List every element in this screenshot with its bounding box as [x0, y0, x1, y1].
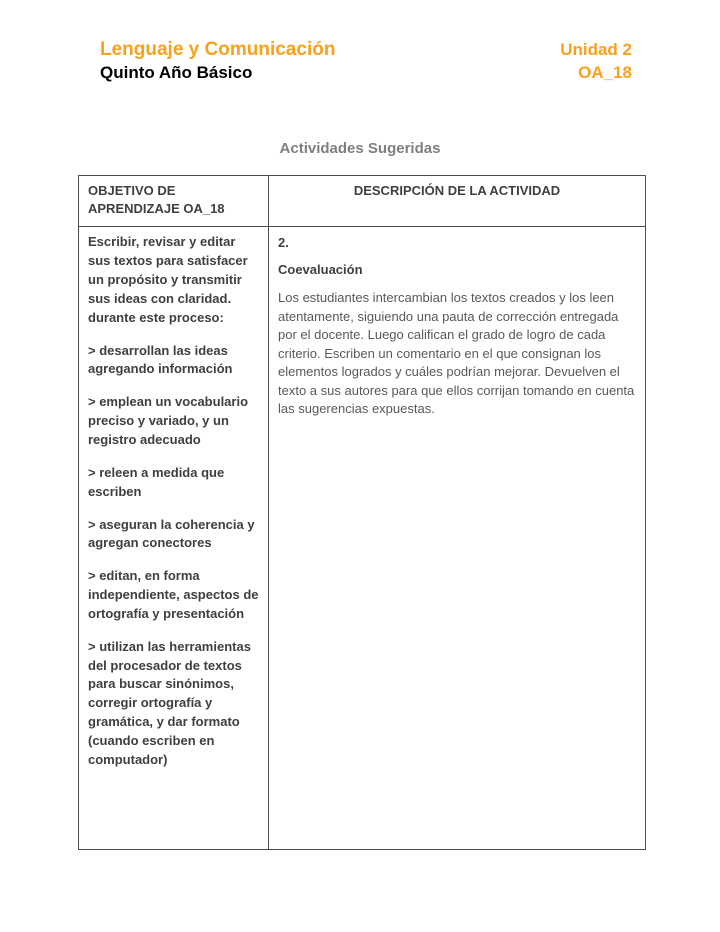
section-title: Actividades Sugeridas — [279, 140, 441, 157]
activity-cell — [269, 227, 646, 850]
activities-table — [78, 175, 646, 850]
objective-column-header: OBJETIVO DE APRENDIZAJE OA_18 — [79, 176, 269, 227]
objective-cell — [79, 227, 269, 850]
objective-intro: Escribir, revisar y editar sus textos para satisfacer un propósito y transmitir sus ideas con claridad. durante este proceso: — [88, 234, 248, 325]
objective-bullet: > utilizan las herramientas del procesador de textos para buscar sinónimos, corregir ortografía y gramática, y dar formato (cuando escriben en computador) — [88, 638, 251, 767]
activity-description: Los estudiantes intercambian los textos creados y los leen atentamente, siguiendo una pauta de corrección entregada por el docente. Luego califican el grado de logro de cada criterio. Escriben un comentario en el que consignan los elementos logrados y cuáles podrían mejorar. Devuelven el texto a sus autores para que ellos corrijan tomando en cuenta las sugerencias expuestas. — [278, 290, 635, 417]
course-title: Lenguaje y Comunicación — [100, 39, 336, 60]
objective-bullet: > releen a medida que escriben — [88, 464, 225, 499]
objective-bullet: > aseguran la coherencia y agregan conectores — [88, 516, 255, 551]
objective-bullet: > emplean un vocabulario preciso y variado, y un registro adecuado — [88, 394, 249, 447]
activity-column-header: DESCRIPCIÓN DE LA ACTIVIDAD — [269, 176, 646, 227]
table-body-row — [79, 227, 646, 850]
activity-subtitle: Coevaluación — [278, 262, 363, 278]
oa-label: OA_18 — [578, 62, 632, 82]
table-header-row — [79, 176, 646, 227]
document-header — [100, 38, 632, 83]
unit-label: Unidad 2 — [560, 40, 632, 59]
objective-bullet: > editan, en forma independiente, aspectos de ortografía y presentación — [88, 568, 259, 621]
activity-number: 2. — [278, 235, 289, 251]
grade-label: Quinto Año Básico — [100, 62, 253, 82]
objective-bullet: > desarrollan las ideas agregando información — [88, 342, 233, 377]
